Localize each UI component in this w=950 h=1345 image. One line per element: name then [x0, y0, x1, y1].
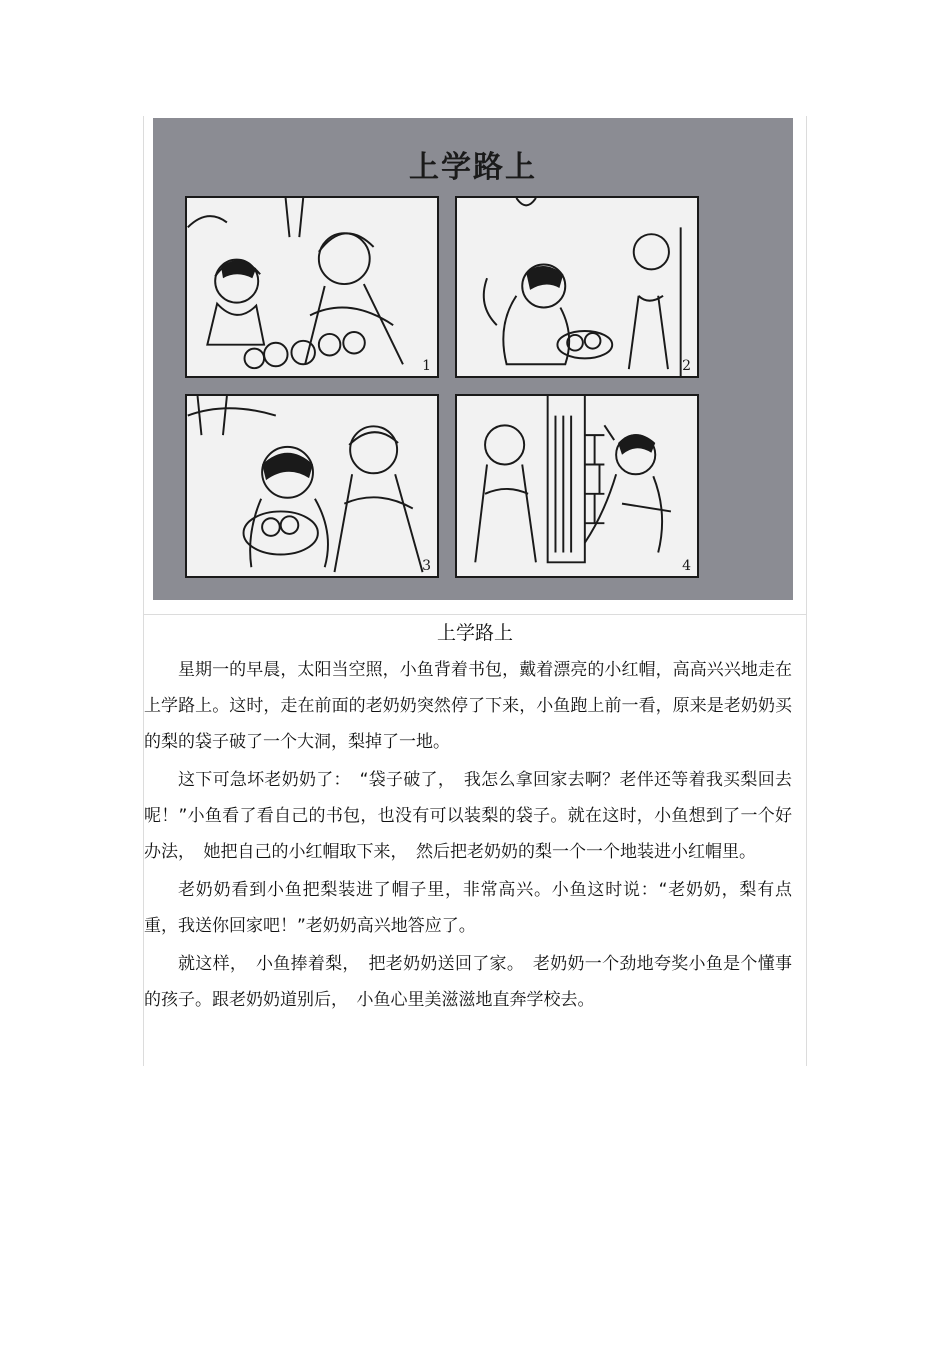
comic-photo — [153, 118, 793, 600]
panel-2-number: 2 — [682, 358, 691, 374]
comic-panel-1 — [185, 196, 439, 378]
panel-1-number: 1 — [422, 358, 431, 374]
story-paragraph-2: 这下可急坏老奶奶了： “袋子破了， 我怎么拿回家去啊？老伴还等着我买梨回去呢！”小鱼看了看自己的书包，也没有可以装梨的袋子。就在这时，小鱼想到了一个好办法， 她把自己的小红帽取下来， 然后把老奶奶的梨一个一个地装进小红帽里。 — [144, 770, 792, 862]
story-paragraph-4: 就这样， 小鱼捧着梨， 把老奶奶送回了家。 老奶奶一个劲地夸奖小鱼是个懂事的孩子。跟老奶奶道别后， 小鱼心里美滋滋地直奔学校去。 — [144, 954, 792, 1010]
story-title: 上学路上 — [436, 622, 513, 644]
panel-4-illustration — [457, 396, 697, 576]
panel-1-illustration — [187, 198, 437, 376]
comic-panel-3 — [185, 394, 439, 578]
section-divider — [143, 614, 807, 615]
panel-3-number: 3 — [422, 558, 431, 574]
story-paragraph-1: 星期一的早晨，太阳当空照，小鱼背着书包，戴着漂亮的小红帽，高高兴兴地走在上学路上。这时，走在前面的老奶奶突然停了下来，小鱼跑上前一看，原来是老奶奶买的梨的袋子破了一个大洞，梨掉了一地。 — [144, 660, 792, 752]
story-body — [144, 652, 792, 1020]
panel-3-illustration — [187, 396, 437, 576]
story-paragraph-3: 老奶奶看到小鱼把梨装进了帽子里，非常高兴。小鱼这时说：“老奶奶，梨有点重，我送你回家吧！”老奶奶高兴地答应了。 — [144, 880, 792, 936]
panel-2-illustration — [457, 198, 697, 376]
comic-panel-2 — [455, 196, 699, 378]
panel-4-number: 4 — [682, 558, 691, 574]
comic-panel-4 — [455, 394, 699, 578]
comic-title: 上学路上 — [409, 150, 537, 185]
